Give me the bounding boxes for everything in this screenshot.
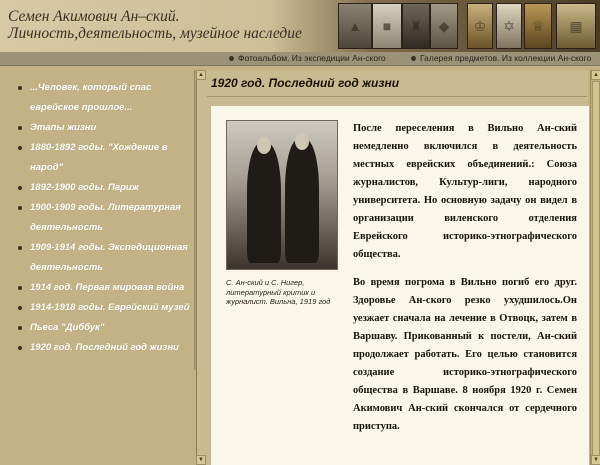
bullet-dot-icon bbox=[18, 326, 22, 330]
photo-caption: С. Ан-ский и С. Нигер, литературный критик и журналист. Вильна, 1919 год bbox=[226, 278, 331, 306]
sidebar-item-label: ...Человек, который спас еврейское прошлое... bbox=[30, 82, 152, 113]
bullet-dot-icon bbox=[18, 146, 22, 150]
bullet-dot-icon bbox=[229, 56, 234, 61]
header-photo: ▦ bbox=[556, 3, 596, 49]
sidebar-item-label: 1914-1918 годы. Еврейский музей bbox=[30, 302, 190, 313]
nav-link-gallery[interactable] bbox=[411, 53, 591, 63]
bullet-dot-icon bbox=[18, 186, 22, 190]
content-scrollbar[interactable] bbox=[590, 70, 600, 465]
sidebar-item[interactable] bbox=[18, 138, 196, 178]
sidebar-item-label: 1909-1914 годы. Экспедиционная деятельность bbox=[30, 242, 188, 273]
bullet-dot-icon bbox=[18, 346, 22, 350]
bullet-dot-icon bbox=[18, 286, 22, 290]
header-photo: ■ bbox=[372, 3, 402, 49]
sidebar-item[interactable] bbox=[18, 78, 196, 118]
arrow-up-icon[interactable]: ▲ bbox=[591, 70, 600, 80]
header-photo: ✡ bbox=[496, 3, 522, 49]
article-text bbox=[353, 120, 577, 436]
site-title-line2: Личность,деятельность, музейное наследие bbox=[8, 25, 302, 42]
sidebar-item-label: Пьеса "Диббук" bbox=[30, 322, 105, 333]
sidebar-item[interactable] bbox=[18, 298, 196, 318]
nav-link-label: Фотоальбом. Из экспедиции Ан-ского bbox=[238, 53, 386, 63]
bullet-dot-icon bbox=[18, 126, 22, 130]
bullet-dot-icon bbox=[18, 86, 22, 90]
nav-link-photo-album[interactable] bbox=[229, 53, 386, 63]
article-body bbox=[211, 106, 589, 465]
photo-figure-head bbox=[295, 133, 309, 150]
sidebar-item[interactable] bbox=[18, 278, 196, 298]
sidebar-item-label: 1920 год. Последний год жизни bbox=[30, 342, 179, 353]
site-title[interactable] bbox=[8, 8, 302, 42]
bullet-dot-icon bbox=[411, 56, 416, 61]
arrow-down-icon[interactable]: ▼ bbox=[591, 455, 600, 465]
bullet-dot-icon bbox=[18, 206, 22, 210]
content-panel bbox=[196, 70, 588, 465]
arrow-up-icon[interactable]: ▲ bbox=[196, 70, 206, 80]
sidebar-item-label: 1892-1900 годы. Париж bbox=[30, 182, 139, 193]
header-photo: ▲ bbox=[338, 3, 372, 49]
sidebar-item[interactable] bbox=[18, 178, 196, 198]
sidebar-item-label: Этапы жизни bbox=[30, 122, 97, 133]
photo-figure-head bbox=[257, 137, 271, 154]
header-photo: ♜ bbox=[402, 3, 430, 49]
sidebar-item-label: 1914 год. Первая мировая война bbox=[30, 282, 185, 293]
sidebar-item-active[interactable] bbox=[18, 338, 196, 358]
sidebar-menu bbox=[6, 68, 196, 465]
historical-photo bbox=[226, 120, 338, 270]
scrollbar-thumb[interactable] bbox=[592, 81, 600, 461]
site-title-line1: Семен Акимович Ан–ский. bbox=[8, 8, 180, 25]
sidebar-item-label: 1900-1909 годы. Литературная деятельность bbox=[30, 202, 181, 233]
photo-figure bbox=[285, 139, 319, 263]
sidebar-item[interactable] bbox=[18, 198, 196, 238]
sidebar-item[interactable] bbox=[18, 318, 196, 338]
top-nav-bar bbox=[0, 52, 600, 66]
site-header bbox=[0, 0, 600, 52]
arrow-down-icon[interactable]: ▼ bbox=[196, 455, 206, 465]
header-photo: ♔ bbox=[467, 3, 493, 49]
page-title: 1920 год. Последний год жизни bbox=[211, 76, 400, 90]
header-photo: ◆ bbox=[430, 3, 458, 49]
header-photo: ♕ bbox=[524, 3, 552, 49]
sidebar-item[interactable] bbox=[18, 118, 196, 138]
divider bbox=[207, 96, 587, 97]
sidebar-item[interactable] bbox=[18, 238, 196, 278]
bullet-dot-icon bbox=[18, 246, 22, 250]
sidebar-item-label: 1880-1892 годы. "Хождение в народ" bbox=[30, 142, 168, 173]
nav-link-label: Галерея предметов. Из коллекции Ан-ского bbox=[420, 53, 592, 63]
bullet-dot-icon bbox=[18, 306, 22, 310]
article-paragraph: Во время погрома в Вильно погиб его друг. Здоровье Ан-ского резко ухудшилось.Он уезжает сначала на лечение в Отвоцк, затем в Варшаву. Прикованный к постели, Ан-ский продолжает работать. Его целью становится создание историко-этнографического общества в Варшаве. 8 ноября 1920 г. Семен Акимович Ан-ский скончался от сердечного приступа. bbox=[353, 277, 577, 432]
article-paragraph: После переселения в Вильно Ан-ский немедленно включился в деятельность местных еврейских объединений.: Союза журналистов, Культур-лиги, народного университета. Но основную задачу он видел в организации виленского отделения Еврейского историко-этнографического общества. bbox=[353, 123, 577, 260]
photo-figure bbox=[247, 143, 281, 263]
